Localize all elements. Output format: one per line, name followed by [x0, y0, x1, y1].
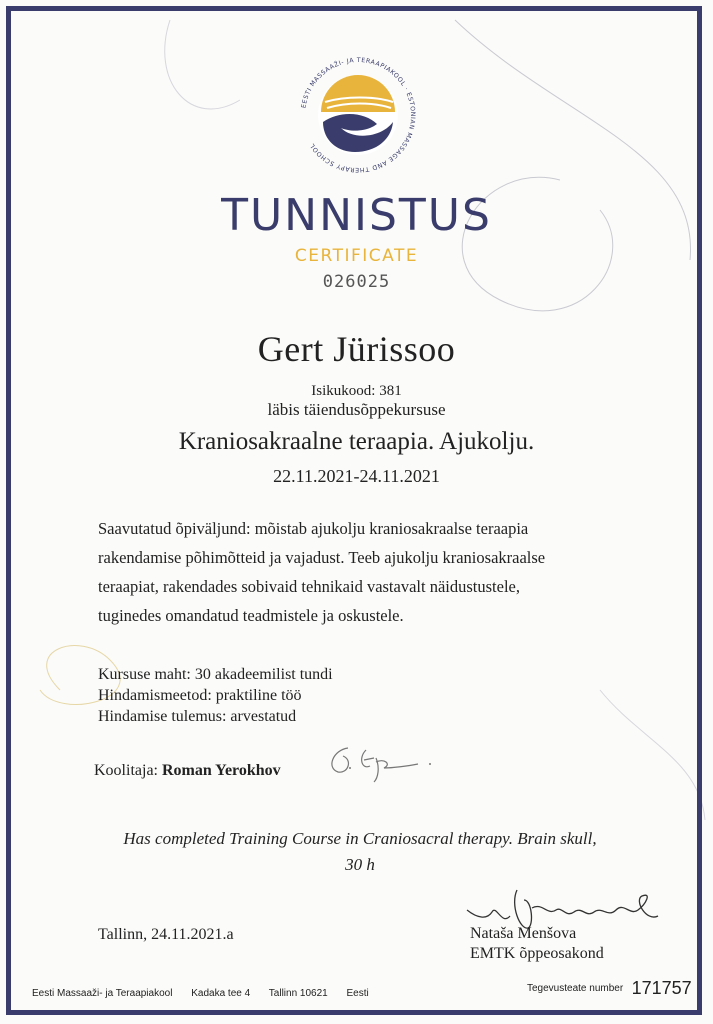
english-summary-line: Has completed Training Course in Craniosacral therapy. Brain skull, [123, 829, 597, 848]
svg-text:EESTI MASSAAŽI- JA TERAAPIAKOO: EESTI MASSAAŽI- JA TERAAPIAKOOL · ESTONIAN MASSAGE AND THERAPY SCHOOL [300, 56, 417, 174]
course-title: Kraniosakraalne teraapia. Ajukolju. [178, 428, 535, 455]
course-details [98, 664, 498, 727]
license-label: Tegevusteate number [527, 983, 624, 994]
assessment-method: Hindamismeetod: praktiline töö [98, 687, 302, 704]
signer-block [470, 924, 604, 964]
place-and-date: Tallinn, 24.11.2021.a [98, 926, 234, 943]
footer-street: Kadaka tee 4 [191, 988, 251, 999]
trainer-signature [318, 738, 448, 788]
trainer-label: Koolitaja: [94, 762, 158, 779]
signer-name: Nataša Menšova [470, 925, 577, 942]
learning-outcome [98, 514, 618, 630]
footer-school: Eesti Massaaži- ja Teraapiakool [32, 988, 173, 999]
outcome-line: Saavutatud õpiväljund: mõistab ajukolju kraniosakraalse teraapia [98, 519, 529, 538]
assessment-result: Hindamise tulemus: arvestatud [98, 708, 297, 725]
english-summary-line: 30 h [345, 855, 375, 874]
course-volume: Kursuse maht: 30 akadeemilist tundi [98, 666, 333, 683]
recipient-name: Gert Jürissoo [257, 329, 456, 369]
trainer-name: Roman Yerokhov [161, 762, 281, 779]
license-number: 171757 [631, 978, 692, 998]
school-logo [295, 52, 421, 178]
certificate-subtitle: CERTIFICATE [294, 246, 419, 266]
outcome-line: tuginedes omandatud teadmistele ja oskustele. [98, 606, 404, 625]
footer-license [527, 978, 692, 999]
certificate-title: TUNNISTUS [221, 190, 492, 241]
trainer-line [94, 762, 281, 780]
certificate-number: 026025 [322, 272, 391, 292]
footer-address [32, 988, 385, 999]
outcome-line: rakendamise põhimõtteid ja vajadust. Teeb ajukolju kraniosakraalse [98, 548, 546, 567]
footer-city: Tallinn 10621 [268, 988, 328, 999]
passed-course-text: läbis täiendusõppekursuse [267, 400, 446, 419]
outcome-line: teraapiat, rakendades sobivaid tehnikaid vastavalt näidustustele, [98, 577, 520, 596]
recipient-id-code: Isikukood: 381 [311, 383, 402, 399]
signer-role: EMTK õppeosakond [470, 945, 604, 962]
course-dates: 22.11.2021-24.11.2021 [273, 466, 440, 486]
footer-country: Eesti [346, 988, 369, 999]
